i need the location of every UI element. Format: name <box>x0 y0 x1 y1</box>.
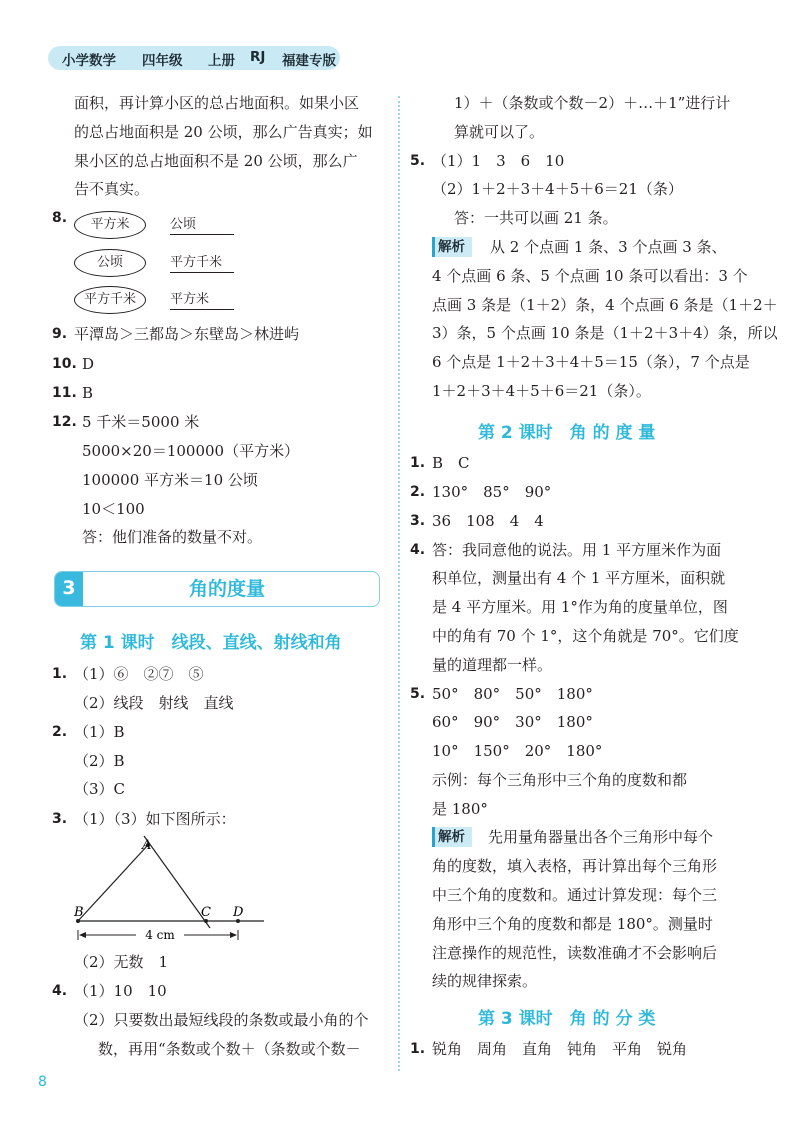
q10-answer: D <box>82 355 95 373</box>
q8-ellipse-2 <box>74 249 146 277</box>
l2q5-analysis-line-3: 中三个角的度数和。通过计算发现：每个三 <box>432 886 718 904</box>
l1q1-line-2: （2）线段 射线 直线 <box>74 694 234 712</box>
chapter-title: 角的度量 <box>189 578 266 600</box>
measure-arrow-right <box>230 932 237 938</box>
l2q5-line-1: 50° 80° 50° 180° <box>432 685 593 703</box>
lesson-3-title: 第 3 课时 角 的 分 类 <box>478 1009 656 1029</box>
q8-ellipse-1 <box>74 211 146 239</box>
left-cont-line-3: 果小区的总占地面积不是 20 公顷，那么广 <box>74 152 358 170</box>
header-edition: RJ <box>250 49 266 65</box>
header-grade: 四年级 <box>142 53 183 69</box>
q5-number: 5. <box>410 153 426 169</box>
lesson-1-title: 第 1 课时 线段、直线、射线和角 <box>80 633 342 653</box>
l2q1-answer: B C <box>432 454 470 472</box>
q12-line-2: 5000×20＝100000（平方米） <box>82 442 300 460</box>
q12-line-1: 5 千米＝5000 米 <box>82 413 200 431</box>
l2q3-number: 3. <box>410 513 426 529</box>
l2q4-number: 4. <box>410 542 426 558</box>
l2q5-analysis-line-4: 角形中三个角的度数和都是 180°。测量时 <box>432 915 713 933</box>
l2q5-analysis-tag: 解析 <box>432 827 472 847</box>
l3q1-number: 1. <box>410 1041 426 1057</box>
q9-answer: 平潭岛＞三都岛＞东壁岛＞林进屿 <box>74 325 300 343</box>
l2q5-line-5: 是 180° <box>432 800 488 818</box>
q10-number: 10. <box>52 356 77 372</box>
q9-number: 9. <box>52 326 68 342</box>
measure-arrow-left <box>79 932 86 938</box>
segment-ab <box>78 845 148 921</box>
q8-ellipse-1-label: 平方米 <box>90 217 130 232</box>
q8-blank-3 <box>170 291 234 310</box>
l2q2-number: 2. <box>410 484 426 500</box>
l2q5-line-3: 10° 150° 20° 180° <box>432 742 603 760</box>
l1q2-line-1: （1）B <box>74 723 125 741</box>
right-cont-line-1: 1）＋（条数或个数－2）＋…＋1”进行计 <box>454 94 731 112</box>
left-cont-line-2: 的总占地面积是 20 公顷，那么广告真实；如 <box>74 123 373 141</box>
q8-ellipse-3-label: 平方千米 <box>83 292 136 307</box>
l2q5-analysis-line-6: 续的规律探索。 <box>432 972 538 990</box>
l2q2-answer: 130° 85° 90° <box>432 483 552 501</box>
q8-ellipse-3 <box>74 286 146 314</box>
q12-line-4: 10＜100 <box>82 500 145 518</box>
page-number: 8 <box>38 1074 47 1090</box>
l2q3-answer: 36 108 4 4 <box>432 512 544 530</box>
q8-blank-2 <box>170 254 234 273</box>
l2q4-line-4: 中的角有 70 个 1°，这个角就是 70°。它们度 <box>432 627 739 645</box>
q5-analysis-line-4: 3）条，5 个点画 10 条是（1＋2＋3＋4）条，所以 <box>432 324 778 342</box>
q5-analysis-line-5: 6 个点是 1＋2＋3＋4＋5＝15（条），7 个点是 <box>432 353 750 371</box>
l2q4-line-3: 是 4 平方厘米。用 1°作为角的度量单位，图 <box>432 598 728 616</box>
l2q4-line-5: 量的道理都一样。 <box>432 656 553 674</box>
l1q3-number: 3. <box>52 811 68 827</box>
l2q5-number: 5. <box>410 686 426 702</box>
q8-blank-3-label: 平方米 <box>170 292 210 307</box>
header-volume: 上册 <box>208 53 235 69</box>
l2q1-number: 1. <box>410 455 426 471</box>
q8-blank-1-label: 公顷 <box>170 217 197 232</box>
l1q2-line-2: （2）B <box>74 752 125 770</box>
q8-blank-2-label: 平方千米 <box>170 255 223 270</box>
measure-label: 4 cm <box>145 928 175 942</box>
l1q4-line-3: 数，再用“条数或个数＋（条数或个数－ <box>98 1040 361 1058</box>
l2q4-line-1: 答：我同意他的说法。用 1 平方厘米作为面 <box>432 541 722 559</box>
l1q4-line-2: （2）只要数出最短线段的条数或最小角的个 <box>74 1011 369 1029</box>
l3q1-answer: 锐角 周角 直角 钝角 平角 锐角 <box>432 1040 688 1058</box>
header-subject: 小学数学 <box>62 53 116 69</box>
l2q5-analysis-line-1: 先用量角器量出各个三角形中每个 <box>488 828 714 846</box>
l1q2-number: 2. <box>52 724 68 740</box>
column-divider <box>398 96 400 1071</box>
q8-number: 8. <box>52 210 68 226</box>
l1q1-number: 1. <box>52 666 68 682</box>
chapter-heading <box>54 571 380 607</box>
header-tag <box>48 46 340 70</box>
l1q3-line-1: （1）（3）如下图所示： <box>74 810 236 828</box>
q5-line-3: 答：一共可以画 21 条。 <box>454 209 618 227</box>
l1q4-number: 4. <box>52 983 68 999</box>
q8-ellipse-2-label: 公顷 <box>96 255 123 270</box>
l2q5-analysis-line-5: 注意操作的规范性，读数准确才不会影响后 <box>432 944 718 962</box>
q5-analysis-tag: 解析 <box>432 237 472 257</box>
q5-analysis-line-3: 点画 3 条是（1＋2）条，4 个点画 6 条是（1＋2＋ <box>432 296 778 314</box>
l2q5-line-4: 示例：每个三角形中三个角的度数和都 <box>432 771 688 789</box>
l1q3-line-2: （2）无数 1 <box>74 953 169 971</box>
label-b: B <box>74 905 84 920</box>
q11-number: 11. <box>52 385 77 401</box>
l1q4-line-1: （1）10 10 <box>74 982 167 1000</box>
l1q2-line-3: （3）C <box>74 780 126 798</box>
lesson-2-title: 第 2 课时 角 的 度 量 <box>478 423 656 443</box>
geometry-figure <box>60 832 280 942</box>
right-cont-line-2: 算就可以了。 <box>454 123 545 141</box>
header-region: 福建专版 <box>282 53 336 69</box>
left-cont-line-4: 告不真实。 <box>74 180 150 198</box>
label-a: A <box>142 838 152 853</box>
q11-answer: B <box>82 384 94 402</box>
l1q1-line-1: （1）⑥ ②⑦ ⑤ <box>74 665 204 683</box>
q5-analysis-line-1: 从 2 个点画 1 条、3 个点画 3 条、 <box>490 238 727 256</box>
l2q4-line-2: 积单位，测量出有 4 个 1 平方厘米，面积就 <box>432 569 726 587</box>
q12-line-3: 100000 平方米＝10 公顷 <box>82 471 258 489</box>
q12-number: 12. <box>52 414 77 430</box>
left-cont-line-1: 面积，再计算小区的总占地面积。如果小区 <box>74 94 360 112</box>
label-c: C <box>201 905 211 920</box>
q8-blank-1 <box>170 216 234 235</box>
q5-analysis-line-6: 1＋2＋3＋4＋5＋6＝21（条）。 <box>432 382 651 400</box>
q5-line-2: （2）1＋2＋3＋4＋5＋6＝21（条） <box>432 180 683 198</box>
q5-line-1: （1）1 3 6 10 <box>432 152 565 170</box>
l2q5-line-2: 60° 90° 30° 180° <box>432 713 593 731</box>
chapter-number: 3 <box>55 572 83 606</box>
q5-analysis-line-2: 4 个点画 6 条、5 个点画 10 条可以看出：3 个 <box>432 267 748 285</box>
label-d: D <box>233 905 244 920</box>
q12-line-5: 答：他们准备的数量不对。 <box>82 528 263 546</box>
l2q5-analysis-line-2: 角的度数，填入表格，再计算出每个三角形 <box>432 857 718 875</box>
